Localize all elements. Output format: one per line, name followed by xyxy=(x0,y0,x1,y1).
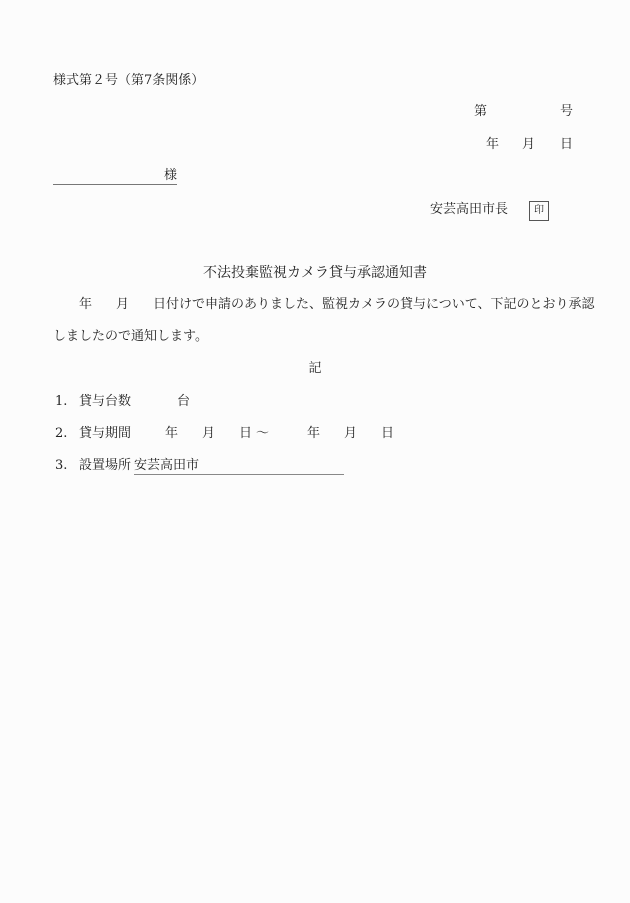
body-year-label: 年 xyxy=(79,297,93,312)
addressee-honorific: 様 xyxy=(164,168,178,183)
to-year-label: 年 xyxy=(307,426,321,441)
form-number: 様式第２号（第7条関係） xyxy=(53,73,205,88)
to-day-label: 日 xyxy=(381,426,395,441)
date-year-label: 年 xyxy=(486,137,500,152)
item-label: 設置場所 xyxy=(79,458,132,473)
from-month-label: 月 xyxy=(202,426,216,441)
body-text-line-1: 日付けで申請のありました、監視カメラの貸与について、下記のとおり承認 xyxy=(153,297,595,312)
seal-stamp-icon: 印 xyxy=(529,201,549,221)
ki-heading: 記 xyxy=(308,361,322,376)
document-title: 不法投棄監視カメラ貸与承認通知書 xyxy=(203,265,427,281)
from-day-label: 日 xyxy=(239,426,253,441)
issuer-name: 安芸高田市長 xyxy=(430,202,509,217)
period-separator: ～ xyxy=(256,426,270,441)
location-value: 安芸高田市 xyxy=(134,458,200,473)
item-label: 貸与期間 xyxy=(79,426,132,441)
date-day-label: 日 xyxy=(560,137,574,152)
addressee-blank-line xyxy=(53,168,177,185)
item-number: 3. xyxy=(55,458,68,473)
item-number: 2. xyxy=(55,426,68,441)
date-month-label: 月 xyxy=(522,137,536,152)
item-number: 1. xyxy=(55,394,68,409)
body-paragraph-line-2: しましたので通知します。 xyxy=(53,329,208,344)
document-number-suffix: 号 xyxy=(560,104,574,119)
body-month-label: 月 xyxy=(116,297,130,312)
document-number-prefix: 第 xyxy=(474,104,488,119)
item-unit: 台 xyxy=(177,394,191,409)
item-label: 貸与台数 xyxy=(79,394,132,409)
to-month-label: 月 xyxy=(344,426,358,441)
from-year-label: 年 xyxy=(165,426,179,441)
